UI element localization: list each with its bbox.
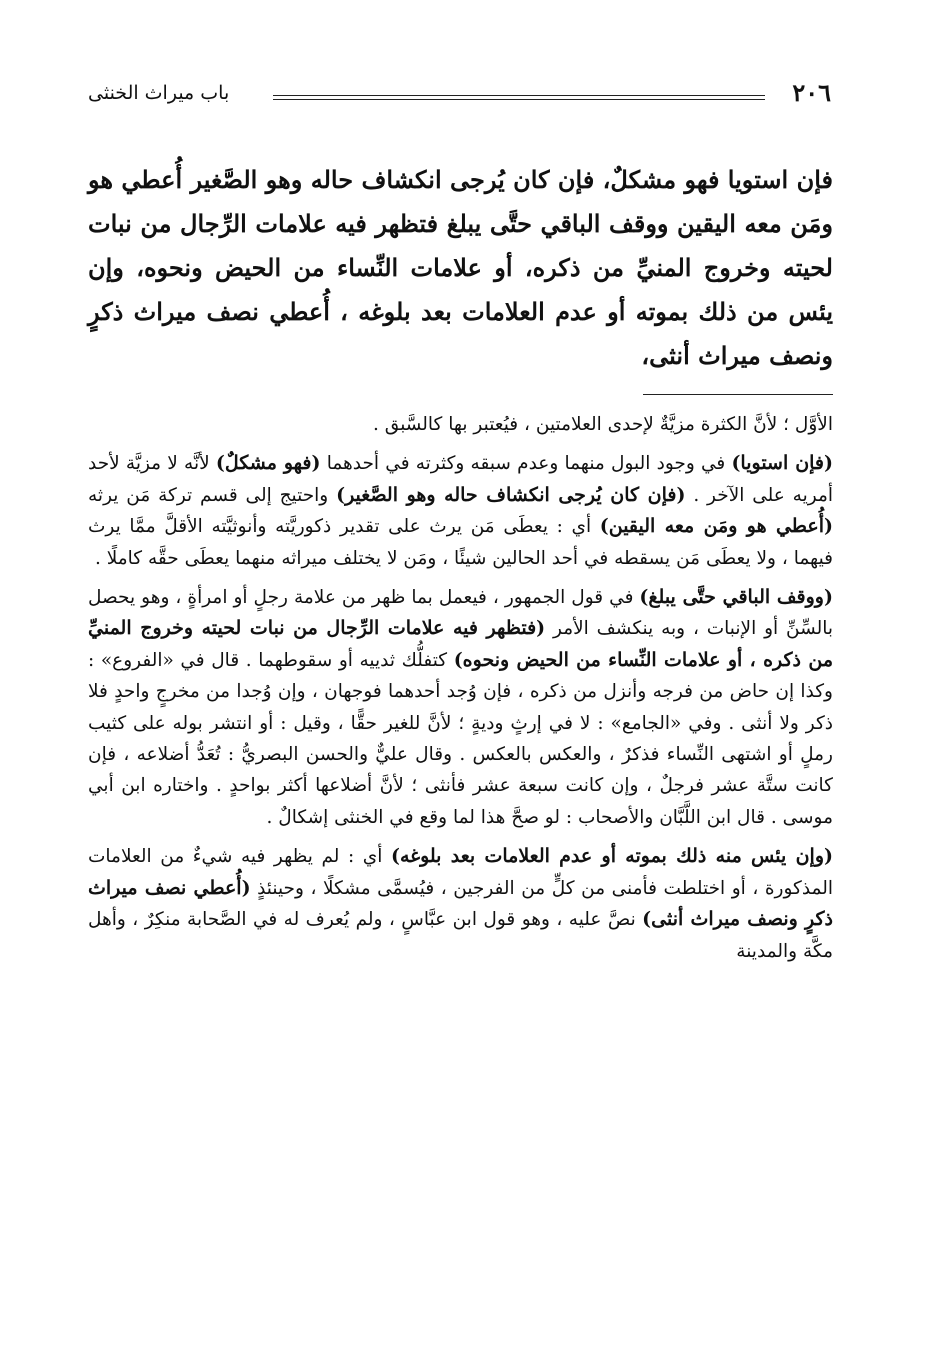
commentary-paragraph: [88, 448, 833, 574]
page-number: ٢٠٦: [792, 78, 831, 107]
commentary-text: أي : لم يظهر فيه شيءٌ من العلامات المذكورة ، أو اختلطت فأمنى من كلٍّ من الفرجين ، فيُسمَّى مشكلًا ، وحينئذٍ: [88, 846, 834, 899]
quoted-matn: (أُعطي نصف ميراث ذكرٍ ونصف ميراث أنثى): [88, 876, 833, 931]
commentary-text: نصَّ عليه ، وهو قول ابن عبَّاسٍ ، ولم يُعرف له في الصَّحابة منكِرٌ ، وأهل مكَّة والمدينة: [88, 909, 833, 962]
quoted-matn: (فإن كان يُرجى انكشاف حاله وهو الصَّغير): [336, 483, 686, 506]
book-page: [88, 60, 833, 1350]
quoted-matn: (فتظهر فيه علامات الرِّجال من نبات لحيته وخروج المنيِّ من ذكره ، أو علامات النِّساء من الحيض ونحوه): [88, 617, 833, 671]
quoted-matn: (ووقف الباقي حتَّى يبلغ): [639, 586, 833, 609]
commentary-paragraph: [88, 409, 833, 440]
footnote-separator: [643, 394, 833, 395]
commentary-text: واحتيج إلى قسم تركة مَن يرثه: [88, 484, 337, 506]
quoted-matn: (فإن استويا): [731, 452, 834, 475]
quoted-matn: (فهو مشكلٌ): [215, 452, 321, 475]
quoted-matn: (وإن يئس منه ذلك بموته أو عدم العلامات بعد بلوغه): [390, 845, 833, 868]
commentary: [88, 409, 833, 967]
commentary-text: الأوَّل ؛ لأنَّ الكثرة مزيَّةٌ لإحدى العلامتين ، فيُعتبر بها كالسَّبق .: [373, 414, 833, 435]
quoted-matn: (أُعطي هو ومَن معه اليقين): [599, 515, 833, 538]
header-double-rule: [273, 95, 765, 96]
commentary-text: أي : يعطَى مَن يرث على تقدير ذكوريَّته وأنوثيَّته الأقلَّ ممَّا يرث فيهما ، ولا يعطَى مَن يسقطه في أحد الحالين شيئًا ، ومَن لا يختلف ميراثه منهما يعطَى حقَّه كاملًا .: [88, 516, 833, 569]
commentary-paragraph: [88, 582, 833, 833]
page-header: [88, 60, 833, 110]
running-title: باب ميراث الخنثى: [88, 82, 230, 104]
commentary-paragraph: [88, 841, 833, 967]
commentary-text: في قول الجمهور ، فيعمل بما ظهر من علامة رجلٍ أو امرأةٍ ، وهو يحصل بالسِّنِّ أو الإنبات ، وبه ينكشف الأمر: [88, 587, 833, 640]
commentary-text: لأنَّه لا مزيَّة لأحد أمريه على الآخر .: [88, 453, 833, 506]
commentary-text: كتفلُّك ثدييه أو سقوطهما . قال في «الفروع» : وكذا إن حاض من فرجه وأنزل من ذكره ، فإن وُجد أحدهما فوجهان ، وإن وُجدا من مخرجٍ واحدٍ فلا ذكر ولا أنثى . وفي «الجامع» : لا في إرثٍ وديةٍ ؛ لأنَّ للغير حقًّا ، وقيل : أو انتشر بوله على كثيب رملٍ أو اشتهى النِّساء فذكرٌ ، والعكس بالعكس . وقال عليٌّ والحسن البصريُّ : تُعَدُّ أضلاعه ، فإن كانت ستَّة عشر فرجلٌ ، وإن كانت سبعة عشر فأنثى ؛ لأنَّ أضلاعها أكثر بواحدٍ . واختاره ابن أبي موسى . قال ابن اللَّبَّان والأصحاب : لو صحَّ هذا لما وقع في الخنثى إشكالٌ .: [88, 649, 833, 828]
commentary-text: في وجود البول منهما وعدم سبقه وكثرته في أحدهما: [320, 453, 732, 475]
main-text: فإن استويا فهو مشكلٌ، فإن كان يُرجى انكشاف حاله وهو الصَّغير أُعطي هو ومَن معه اليقين ووقف الباقي حتَّى يبلغ فتظهر فيه علامات الرِّجال من نبات لحيته وخروج المنيِّ من ذكره، أو علامات النِّساء من الحيض ونحوه، وإن يئس من ذلك بموته أو عدم العلامات بعد بلوغه ، أُعطي نصف ميراث ذكرٍ ونصف ميراث أنثى،: [88, 165, 833, 370]
